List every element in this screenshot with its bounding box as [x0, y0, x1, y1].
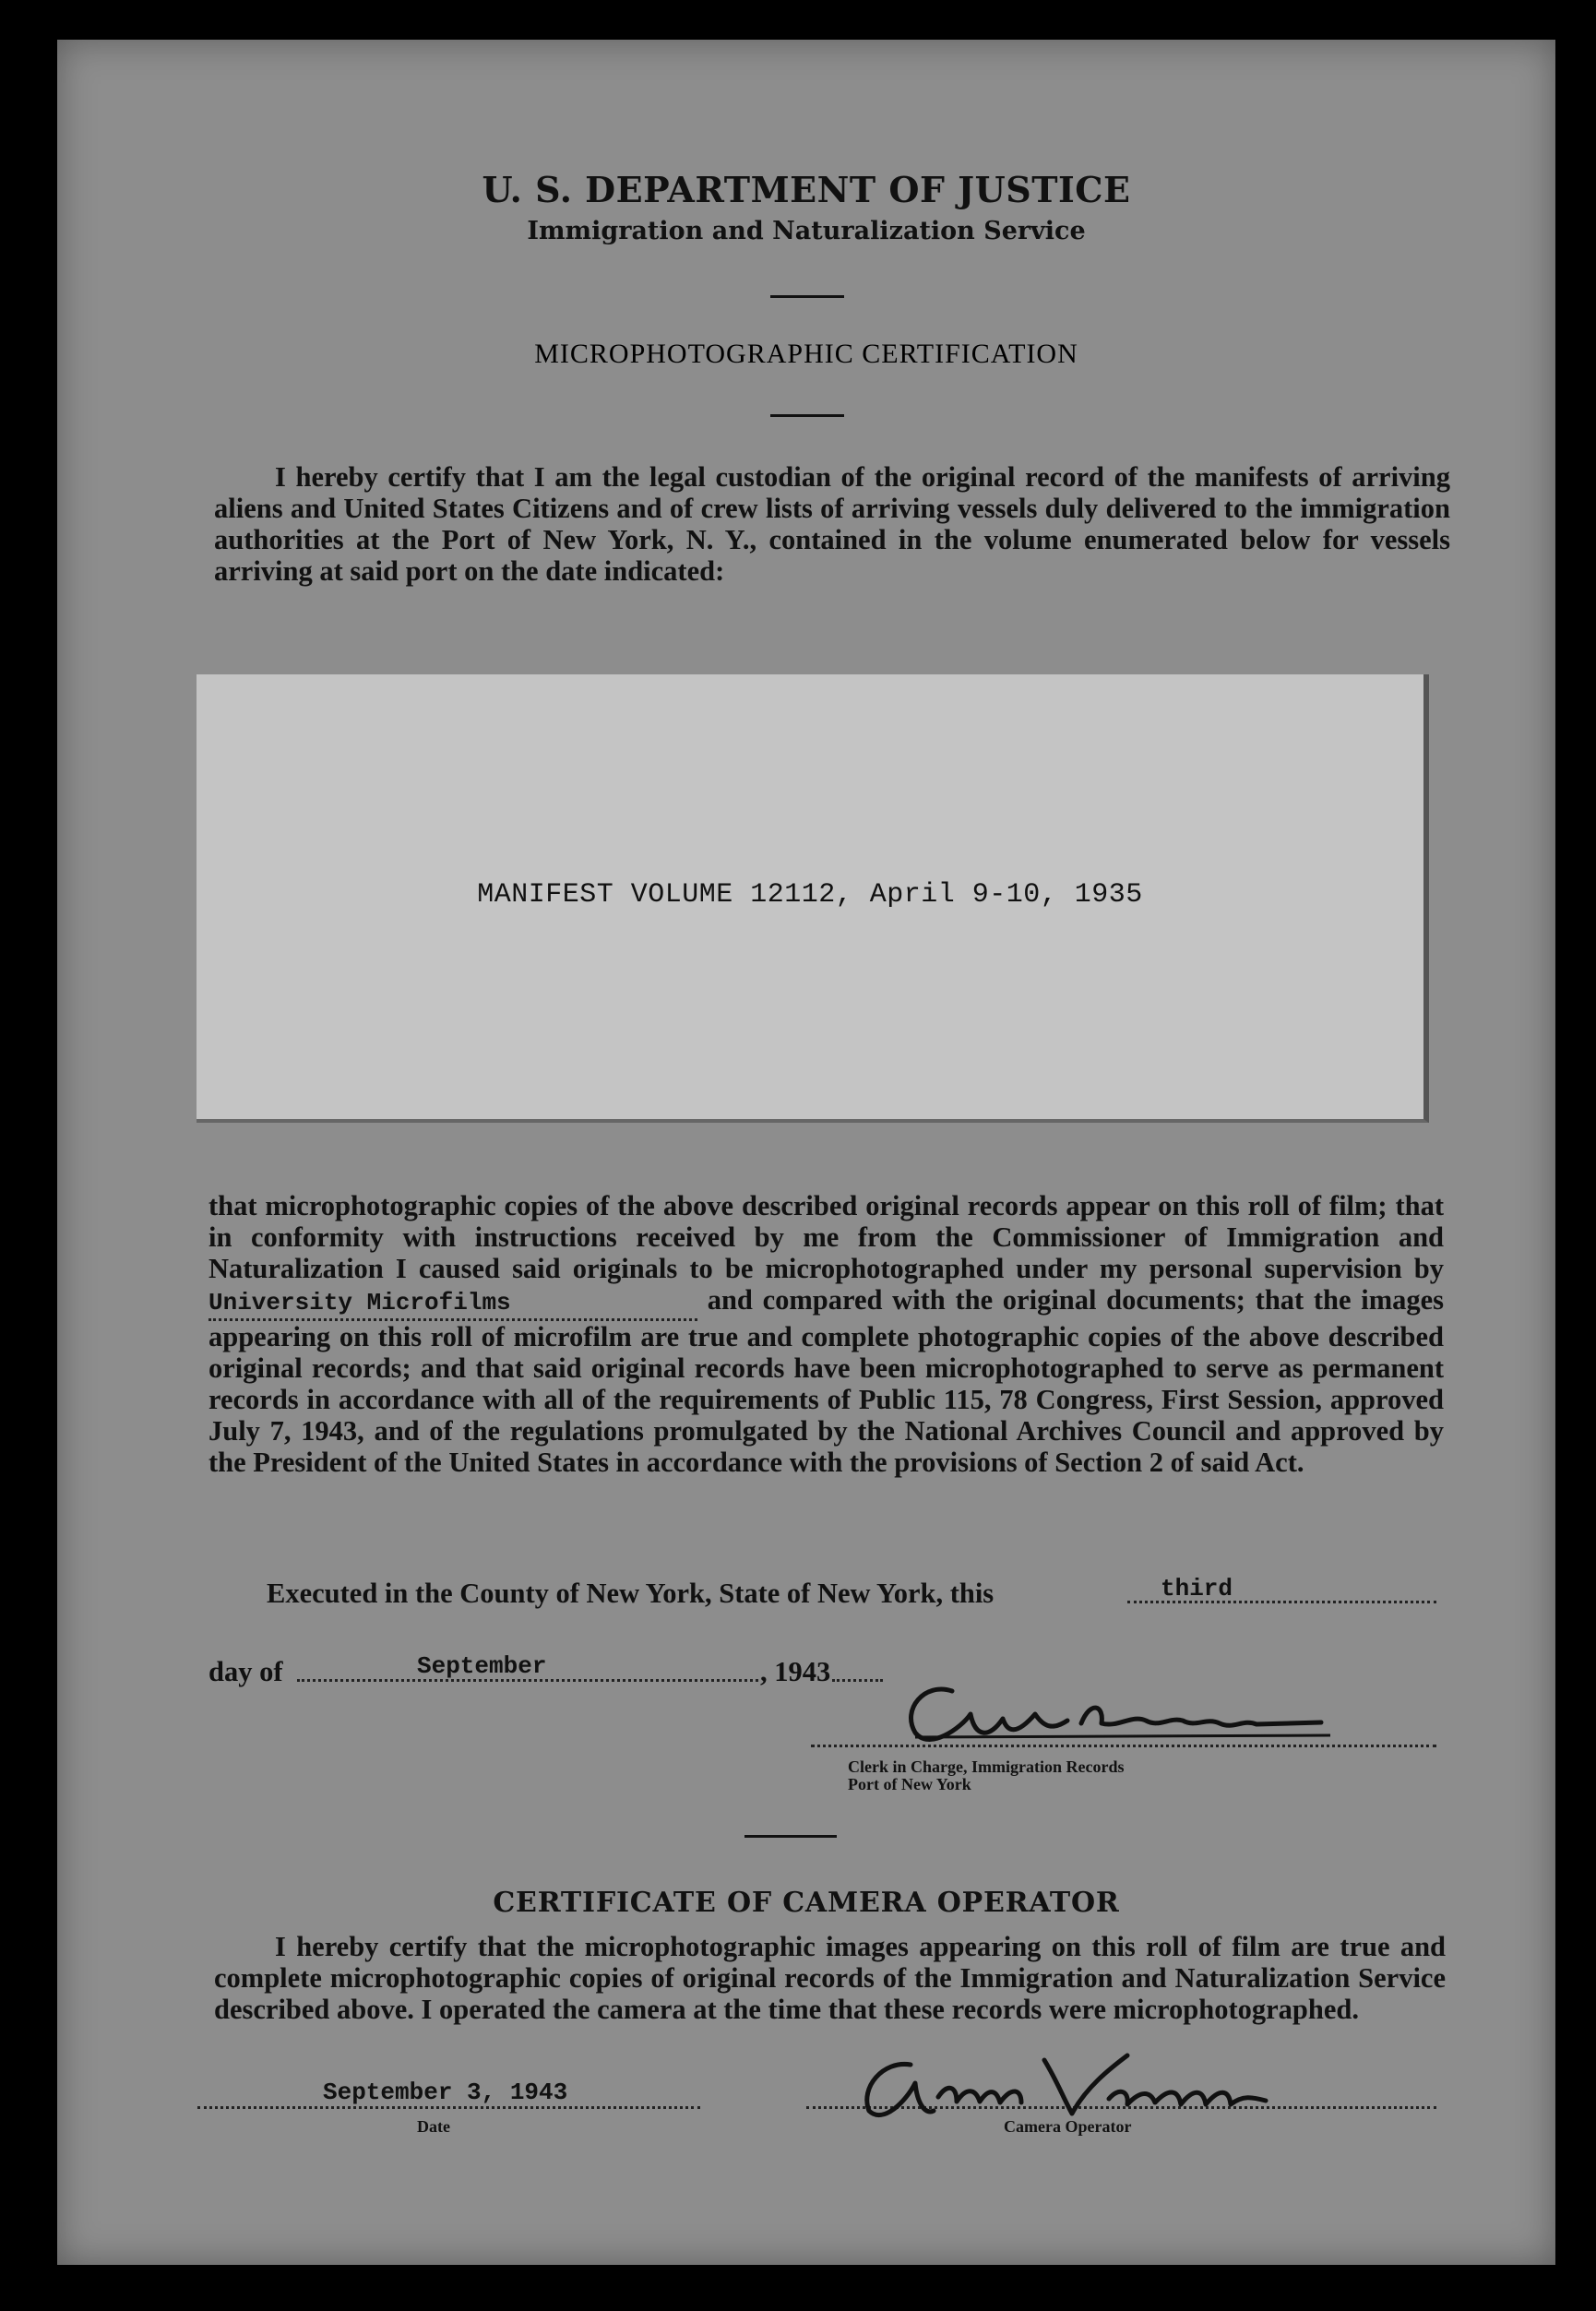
- date-label: Date: [417, 2117, 450, 2136]
- month-value: September: [417, 1652, 547, 1680]
- body-text-part1: that microphotographic copies of the above described original records appear on this roll of film; that in conformity with instructions received by me from the Commissioner of Immigration and Naturalization I caused said originals to be microphotographed under my personal supervision by: [208, 1190, 1444, 1284]
- date-value: September 3, 1943: [323, 2079, 568, 2106]
- intro-paragraph: I hereby certify that I am the legal custodian of the original record of the manifests of arriving aliens and United States Citizens and of crew lists of arriving vessels duly delivered to the immigration authorities at the Port of New York, N. Y., contained in the volume enumerated below for vessels arriving at said port on the date indicated:: [214, 461, 1450, 587]
- clerk-title-line2: Port of New York: [848, 1775, 971, 1793]
- year-dotted-line: [832, 1679, 883, 1682]
- photographer-field: [208, 1287, 697, 1321]
- department-heading: U. S. DEPARTMENT OF JUSTICE: [482, 169, 1131, 210]
- date-dotted-line: [197, 2106, 700, 2109]
- camera-certificate-heading: CERTIFICATE OF CAMERA OPERATOR: [493, 1887, 1120, 1919]
- document-title: MICROPHOTOGRAPHIC CERTIFICATION: [534, 339, 1078, 369]
- certificate-page: [57, 40, 1555, 2265]
- photographer-value: University Microfilms: [208, 1289, 511, 1316]
- manifest-card: [197, 674, 1429, 1123]
- certification-body: [208, 1190, 1444, 1478]
- divider: [770, 414, 844, 417]
- clerk-signature: [887, 1663, 1358, 1756]
- camera-certificate-body: I hereby certify that the microphotographic images appearing on this roll of film are true and complete microphotographic copies of original records of the Immigration and Naturalization Service described above. I operated the camera at the time that these records were microphotographed.: [214, 1931, 1446, 2025]
- day-value: third: [1161, 1575, 1233, 1602]
- day-of-label: day of: [208, 1656, 283, 1687]
- divider: [744, 1835, 837, 1838]
- executed-text: Executed in the County of New York, State of New York, this: [267, 1578, 995, 1609]
- year-text: , 1943: [760, 1656, 831, 1687]
- service-subheading: Immigration and Naturalization Service: [527, 217, 1086, 245]
- clerk-title-line1: Clerk in Charge, Immigration Records: [848, 1757, 1125, 1776]
- operator-label: Camera Operator: [1004, 2117, 1132, 2136]
- manifest-volume-text: MANIFEST VOLUME 12112, April 9-10, 1935: [477, 879, 1143, 911]
- body-text-part2: and compared with the original documents; that the images appearing on this roll of microfilm are true and complete photographic copies of the above described original records; and that said original records have been microphotographed to serve as permanent records in accordance with all of the requirements of Public 115, 78 Congress, First Session, approved July 7, 1943, and of the regulations promulgated by the National Archives Council and approved by the President of the United States in accordance with the provisions of Section 2 of said Act.: [208, 1284, 1445, 1478]
- divider: [770, 295, 844, 298]
